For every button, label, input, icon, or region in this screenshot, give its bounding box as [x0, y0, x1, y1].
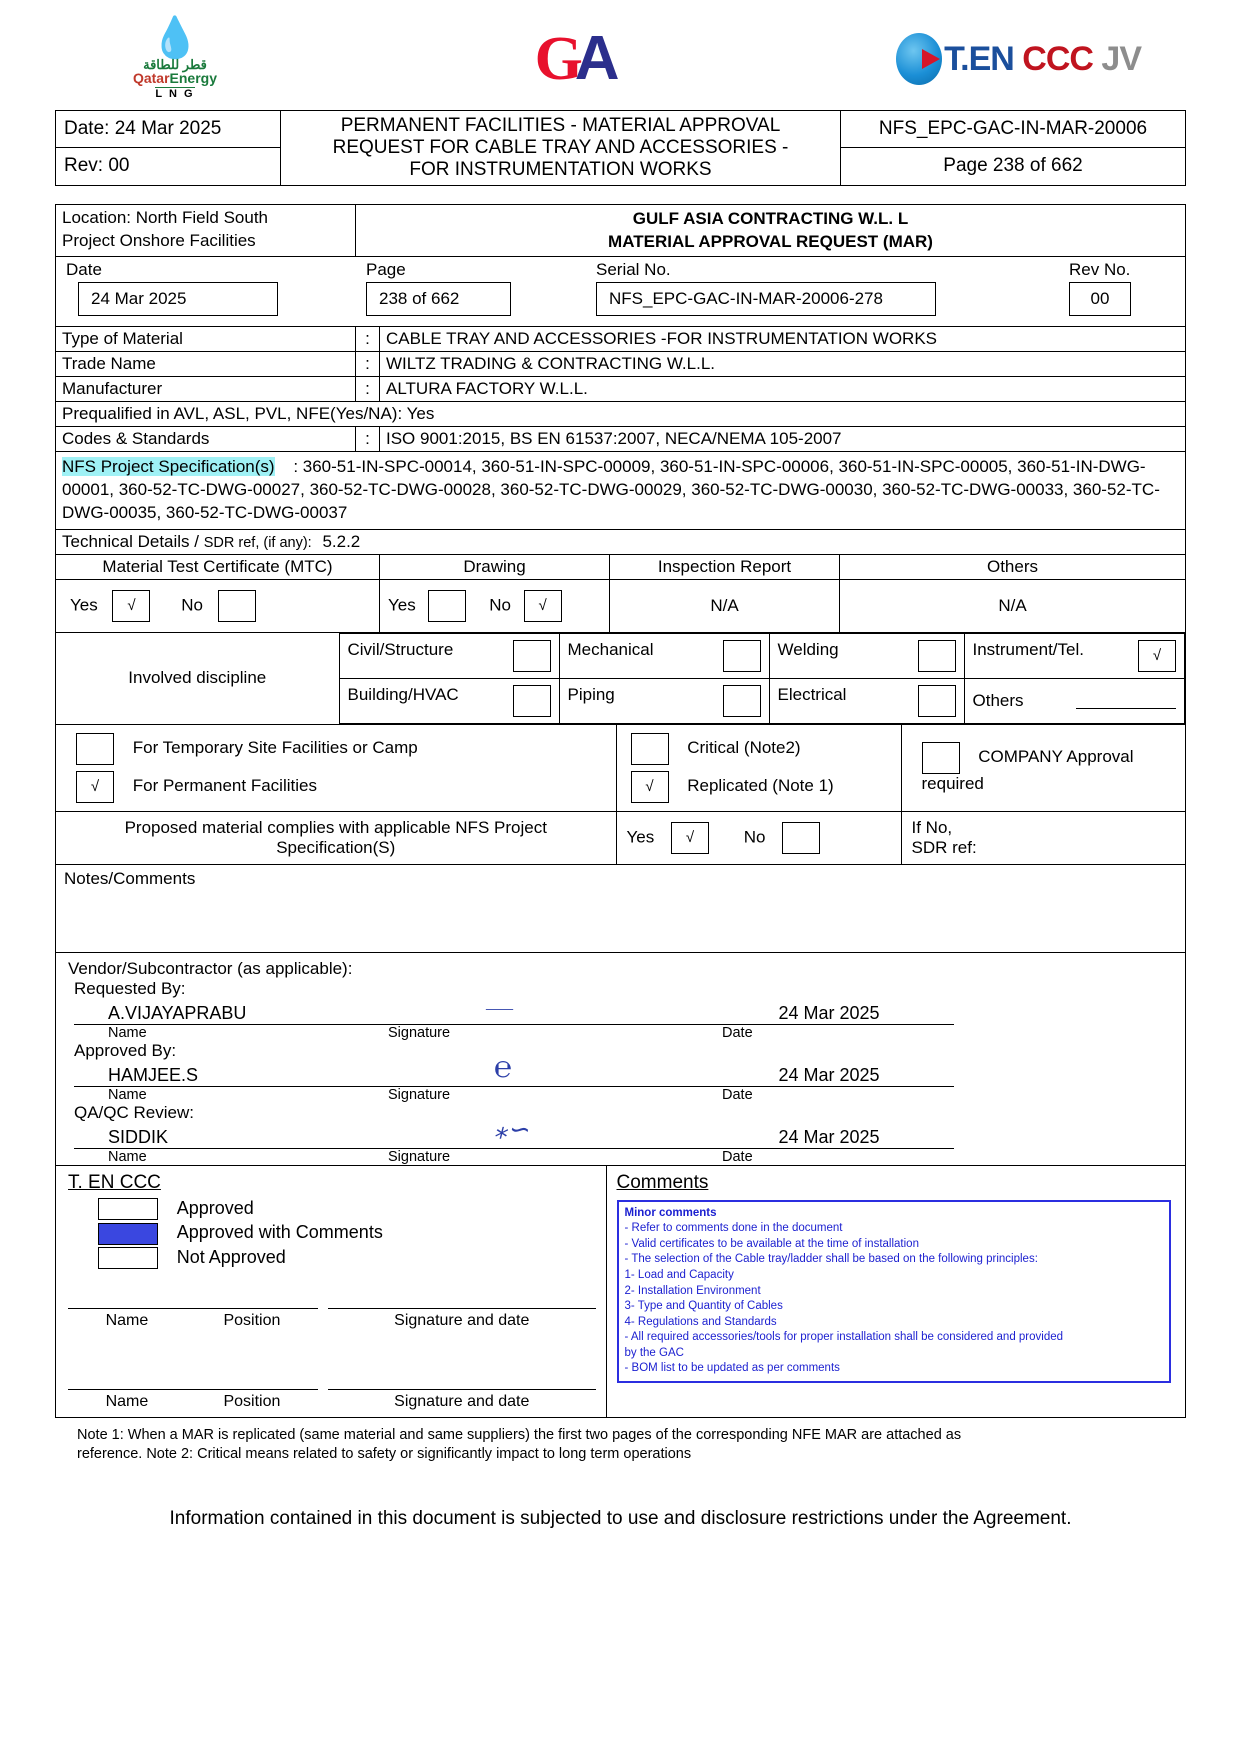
qaqc-review-signature-line[interactable] — [374, 1123, 704, 1149]
approved-by-name-caption: Name — [108, 1086, 147, 1103]
trade-name-colon: : — [356, 352, 380, 377]
approved-with-comments-label: Approved with Comments — [176, 1222, 383, 1243]
compliance-no-checkbox[interactable] — [782, 822, 820, 854]
footnote-line-2: reference. Note 2: Critical means related to safety or significantly impact to long term operations — [77, 1446, 692, 1463]
critical-label: Critical (Note2) — [687, 738, 801, 758]
comment-line: by the GAC — [624, 1346, 684, 1359]
ten-ccc-block-title: T. EN CCC — [68, 1171, 161, 1193]
comment-line: 4- Regulations and Standards — [624, 1315, 777, 1328]
table-row — [56, 327, 1186, 352]
title-line-1: PERMANENT FACILITIES - MATERIAL APPROVAL — [340, 115, 781, 136]
approver-position-caption-2: Position — [223, 1393, 281, 1411]
discipline-electrical-checkbox[interactable] — [918, 685, 956, 717]
approved-by-date-caption: Date — [722, 1086, 753, 1103]
manufacturer-value: ALTURA FACTORY W.L.L. — [380, 377, 1186, 402]
ten-ccc-jv-text — [944, 40, 1141, 79]
table-row — [56, 352, 1186, 377]
comments-content-box[interactable] — [617, 1200, 1172, 1383]
approved-with-comments-checkbox[interactable] — [98, 1223, 158, 1245]
requested-by-date: 24 Mar 2025 — [704, 1003, 954, 1025]
titlebar-rev: Rev: 00 — [56, 148, 281, 185]
gac-letter-a: A — [574, 24, 612, 93]
others-value: N/A — [840, 579, 1186, 632]
critical-replicated-cell — [616, 725, 901, 811]
form-name: MATERIAL APPROVAL REQUEST (MAR) — [608, 232, 933, 252]
page-value-field[interactable]: 238 of 662 — [366, 282, 511, 316]
company-approval-label: COMPANY Approval required — [921, 747, 1134, 793]
table-row — [56, 402, 1186, 427]
compliance-statement — [56, 812, 616, 864]
titlebar-date: Date: 24 Mar 2025 — [56, 111, 281, 148]
approver-sigdate-line-2[interactable] — [328, 1386, 596, 1390]
approver-name-position-line-1[interactable] — [68, 1305, 318, 1309]
comment-line: 2- Installation Environment — [624, 1284, 761, 1297]
prequalified-row: Prequalified in AVL, ASL, PVL, NFE(Yes/NA): Yes — [56, 402, 1186, 427]
company-name: GULF ASIA CONTRACTING W.L. L — [632, 208, 909, 228]
table-row — [56, 452, 1186, 530]
approved-checkbox[interactable] — [98, 1198, 158, 1220]
vendor-signature-cell — [56, 952, 1186, 1165]
signature-block-requested-by — [56, 979, 1185, 1041]
type-of-material-label: Type of Material — [56, 327, 356, 352]
qatarenergy-arabic-label: قطر للطاقة — [143, 56, 207, 72]
drawing-yes-label: Yes — [388, 595, 416, 615]
signature-block-approved-by — [56, 1041, 1185, 1103]
footnotes — [55, 1426, 1186, 1464]
discipline-mechanical-checkbox[interactable] — [723, 640, 761, 672]
involved-discipline-label: Involved discipline — [56, 633, 339, 723]
compliance-row — [56, 811, 1186, 864]
ten-ccc-jv-logo — [896, 33, 1141, 85]
critical-checkbox[interactable] — [631, 733, 669, 765]
approver-name-caption-2: Name — [105, 1393, 149, 1411]
comment-line: 1- Load and Capacity — [624, 1269, 734, 1281]
page-label: Page — [366, 260, 406, 280]
comment-line: - Valid certificates to be available at the time of installation — [624, 1237, 919, 1250]
approver-position-caption-1: Position — [223, 1312, 281, 1330]
table-row — [56, 529, 1186, 554]
compliance-statement-line-2: Specification(S) — [276, 837, 396, 857]
table-row — [56, 427, 1186, 452]
discipline-others — [964, 678, 1185, 723]
qatarenergy-q-part: Qatar — [132, 69, 170, 86]
qaqc-review-name: SIDDIK — [74, 1127, 374, 1149]
document-type-header-row — [56, 554, 1186, 579]
nfs-spec-value: : 360-51-IN-SPC-00014, 360-51-IN-SPC-00009, 360-51-IN-SPC-00006, 360-51-IN-SPC-00005, 360-51-IN-DWG-00001, 360-52-TC-DWG-00027, 360-52-TC-DWG-00028, 360-52-TC-DWG-00029, 360-52-TC-DWG-00030, 360-52-TC-DWG-00033, 360-52-TC-DWG-00035, 360-52-TC-DWG-00037 — [62, 457, 1160, 522]
notes-comments-cell[interactable] — [56, 864, 1186, 952]
ten-label: T.EN — [944, 39, 1014, 78]
date-label: Date — [66, 260, 102, 280]
temporary-facilities-checkbox[interactable] — [76, 733, 114, 765]
discipline-mechanical-label: Mechanical — [567, 639, 654, 659]
signature-block-qaqc-review — [56, 1103, 1185, 1165]
qatarenergy-lng-sub: L N G — [155, 87, 195, 100]
location-line-1: Location: North Field South — [62, 208, 269, 228]
permanent-facilities-checkbox[interactable]: √ — [76, 771, 114, 803]
qaqc-review-date: 24 Mar 2025 — [704, 1127, 954, 1149]
approved-by-date: 24 Mar 2025 — [704, 1065, 954, 1087]
title-line-2: REQUEST FOR CABLE TRAY AND ACCESSORIES - — [332, 136, 789, 158]
ifno-line-1: If No, — [911, 817, 953, 837]
type-of-material-value: CABLE TRAY AND ACCESSORIES -FOR INSTRUMENTATION WORKS — [380, 327, 1186, 352]
codes-standards-label: Codes & Standards — [56, 427, 356, 452]
jv-label: JV — [1101, 39, 1141, 78]
ten-sphere-icon — [896, 33, 942, 85]
discipline-welding — [769, 633, 964, 678]
logo-row — [55, 0, 1186, 110]
discipline-civil-structure-checkbox[interactable] — [513, 640, 551, 672]
inspection-report-value: N/A — [610, 579, 840, 632]
approver-name-caption-1: Name — [105, 1312, 149, 1330]
identification-row — [56, 257, 1186, 327]
discipline-others-label: Others — [972, 690, 1024, 710]
serial-label: Serial No. — [596, 260, 671, 280]
ifno-line-2: SDR ref: — [911, 837, 977, 857]
approver-sigdate-line-1[interactable] — [328, 1305, 596, 1309]
vendor-signature-row — [56, 952, 1186, 1165]
titlebar-document-number: NFS_EPC-GAC-IN-MAR-20006 — [841, 111, 1186, 148]
company-header-cell — [356, 204, 1186, 257]
trade-name-label: Trade Name — [56, 352, 356, 377]
manufacturer-label: Manufacturer — [56, 377, 356, 402]
location-line-2: Project Onshore Facilities — [62, 231, 256, 251]
comment-line: - Refer to comments done in the document — [624, 1222, 843, 1235]
discipline-welding-label: Welding — [777, 639, 839, 659]
compliance-answer-cell — [616, 812, 901, 864]
ten-triangle-icon — [922, 49, 940, 69]
document-footer: Information contained in this document is subjected to use and disclosure restrictions under the Agreement. — [169, 1508, 1072, 1530]
mtc-yes-label: Yes — [70, 595, 98, 615]
inspection-report-header: Inspection Report — [610, 554, 840, 579]
drawing-no-checkbox[interactable]: √ — [524, 590, 562, 622]
gac-letter-g: G — [534, 25, 575, 93]
company-approval-cell — [901, 725, 1185, 811]
qaqc-review-role: QA/QC Review: — [74, 1102, 194, 1122]
replicated-checkbox[interactable]: √ — [631, 771, 669, 803]
nfs-project-specifications-row — [56, 452, 1186, 530]
document-title-bar — [55, 110, 1186, 186]
involved-discipline-row — [56, 632, 1186, 724]
discipline-building-hvac-label: Building/HVAC — [347, 684, 459, 704]
ten-ccc-approval-block — [56, 1166, 606, 1418]
sdr-ref-cell — [901, 812, 1185, 864]
qatarenergy-lng-logo — [100, 15, 250, 101]
requested-by-role: Requested By: — [74, 978, 186, 998]
qaqc-review-name-caption: Name — [108, 1148, 147, 1165]
discipline-instrument-tel-checkbox[interactable]: √ — [1138, 640, 1176, 672]
approver-sigdate-caption-1: Signature and date — [394, 1312, 530, 1330]
comments-block — [606, 1166, 1185, 1418]
drawing-cell — [380, 579, 610, 632]
vendor-subcontractor-label: Vendor/Subcontractor (as applicable): — [68, 958, 353, 978]
compliance-yes-label: Yes — [626, 827, 655, 847]
discipline-welding-checkbox[interactable] — [918, 640, 956, 672]
discipline-electrical-label: Electrical — [777, 684, 847, 704]
requested-by-name: A.VIJAYAPRABU — [74, 1003, 374, 1025]
technical-details-label: Technical Details / — [62, 531, 200, 551]
others-header: Others — [840, 554, 1186, 579]
approver-sigdate-caption-2: Signature and date — [394, 1393, 530, 1411]
footnote-line-1: Note 1: When a MAR is replicated (same material and same suppliers) the first two pages of the corresponding NFE MAR are attached as — [77, 1427, 962, 1444]
requested-by-signature-line[interactable] — [374, 999, 704, 1025]
gulf-asia-contracting-logo — [534, 24, 612, 93]
facility-type-cell — [56, 725, 616, 811]
title-line-3: FOR INSTRUMENTATION WORKS — [409, 158, 712, 180]
discipline-piping-label: Piping — [567, 684, 615, 704]
requested-by-signature-caption: Signature — [388, 1024, 451, 1041]
discipline-instrument-tel-label: Instrument/Tel. — [972, 639, 1084, 659]
approved-by-signature-line[interactable] — [374, 1061, 704, 1087]
discipline-building-hvac-checkbox[interactable] — [513, 685, 551, 717]
facility-classification-row — [56, 724, 1186, 811]
material-approval-request-form — [55, 204, 1186, 1419]
comment-line: 3- Type and Quantity of Cables — [624, 1300, 783, 1313]
titlebar-document-title — [281, 111, 841, 186]
discipline-instrument-tel — [964, 633, 1185, 678]
discipline-others-input[interactable] — [1076, 691, 1176, 709]
discipline-piping-checkbox[interactable] — [723, 685, 761, 717]
comments-title: Comments — [616, 1171, 709, 1193]
discipline-civil-structure — [339, 633, 559, 678]
qaqc-review-date-caption: Date — [722, 1148, 753, 1165]
discipline-mechanical — [559, 633, 769, 678]
document-type-value-row — [56, 579, 1186, 632]
manufacturer-colon: : — [356, 377, 380, 402]
comments-heading: Minor comments — [624, 1206, 717, 1219]
technical-details-value: 5.2.2 — [322, 531, 361, 551]
rev-label: Rev No. — [1069, 260, 1131, 280]
codes-standards-value: ISO 9001:2015, BS EN 61537:2007, NECA/NEMA 105-2007 — [380, 427, 1186, 452]
comment-line: - The selection of the Cable tray/ladder shall be based on the following principles: — [624, 1253, 1038, 1266]
discipline-civil-structure-label: Civil/Structure — [347, 639, 454, 659]
discipline-piping — [559, 678, 769, 723]
water-drop-icon: 💧 — [150, 15, 200, 60]
date-value-field[interactable]: 24 Mar 2025 — [78, 282, 278, 316]
not-approved-checkbox[interactable] — [98, 1247, 158, 1269]
technical-details-row — [56, 529, 1186, 554]
approved-label: Approved — [176, 1197, 254, 1218]
codes-standards-colon: : — [356, 427, 380, 452]
qaqc-review-signature-mark: ⁎∽ — [494, 1114, 529, 1144]
approver-name-position-line-2[interactable] — [68, 1386, 318, 1390]
not-approved-label: Not Approved — [176, 1246, 286, 1267]
compliance-statement-line-1: Proposed material complies with applicable NFS Project — [124, 817, 547, 837]
replicated-label: Replicated (Note 1) — [687, 776, 834, 796]
company-approval-checkbox[interactable] — [922, 742, 960, 774]
mtc-cell — [56, 579, 380, 632]
comment-line: - All required accessories/tools for proper installation shall be considered and provided — [624, 1331, 1064, 1344]
mtc-yes-checkbox[interactable]: √ — [112, 590, 150, 622]
qatarenergy-e-part: Energy — [169, 69, 218, 86]
approved-by-role: Approved By: — [74, 1040, 177, 1060]
type-of-material-colon: : — [356, 327, 380, 352]
discipline-building-hvac — [339, 678, 559, 723]
compliance-no-label: No — [743, 827, 766, 847]
qaqc-review-signature-caption: Signature — [388, 1148, 451, 1165]
approved-by-signature-caption: Signature — [388, 1086, 451, 1103]
project-location-cell — [56, 204, 356, 257]
serial-number-field[interactable]: NFS_EPC-GAC-IN-MAR-20006-278 — [596, 282, 936, 316]
nfs-spec-label: NFS Project Specification(s) — [62, 457, 275, 477]
approved-by-name: HAMJEE.S — [74, 1065, 374, 1087]
notes-comments-row — [56, 864, 1186, 952]
requested-by-date-caption: Date — [722, 1024, 753, 1041]
ccc-label: CCC — [1022, 39, 1093, 78]
titlebar-page: Page 238 of 662 — [841, 148, 1186, 185]
trade-name-value: WILTZ TRADING & CONTRACTING W.L.L. — [380, 352, 1186, 377]
drawing-yes-checkbox[interactable] — [428, 590, 466, 622]
drawing-no-label: No — [489, 595, 511, 615]
qatarenergy-name-label — [100, 71, 250, 85]
requested-by-name-caption: Name — [108, 1024, 147, 1041]
discipline-electrical — [769, 678, 964, 723]
table-row — [56, 377, 1186, 402]
drawing-header: Drawing — [380, 554, 610, 579]
requested-by-signature-mark: ⸺ — [484, 998, 513, 1018]
approval-and-comments-row — [56, 1165, 1186, 1418]
mtc-no-checkbox[interactable] — [218, 590, 256, 622]
comment-line: - BOM list to be updated as per comments — [624, 1362, 840, 1375]
temporary-facilities-label: For Temporary Site Facilities or Camp — [132, 738, 418, 758]
technical-details-sdr-label: SDR ref, (if any): — [203, 534, 312, 551]
approved-by-signature-mark: ℮ — [494, 1050, 513, 1084]
notes-comments-label: Notes/Comments — [64, 868, 196, 888]
mtc-no-label: No — [181, 595, 203, 615]
rev-number-field[interactable]: 00 — [1069, 282, 1131, 316]
permanent-facilities-label: For Permanent Facilities — [132, 776, 317, 796]
compliance-yes-checkbox[interactable]: √ — [671, 822, 709, 854]
mtc-header: Material Test Certificate (MTC) — [56, 554, 380, 579]
